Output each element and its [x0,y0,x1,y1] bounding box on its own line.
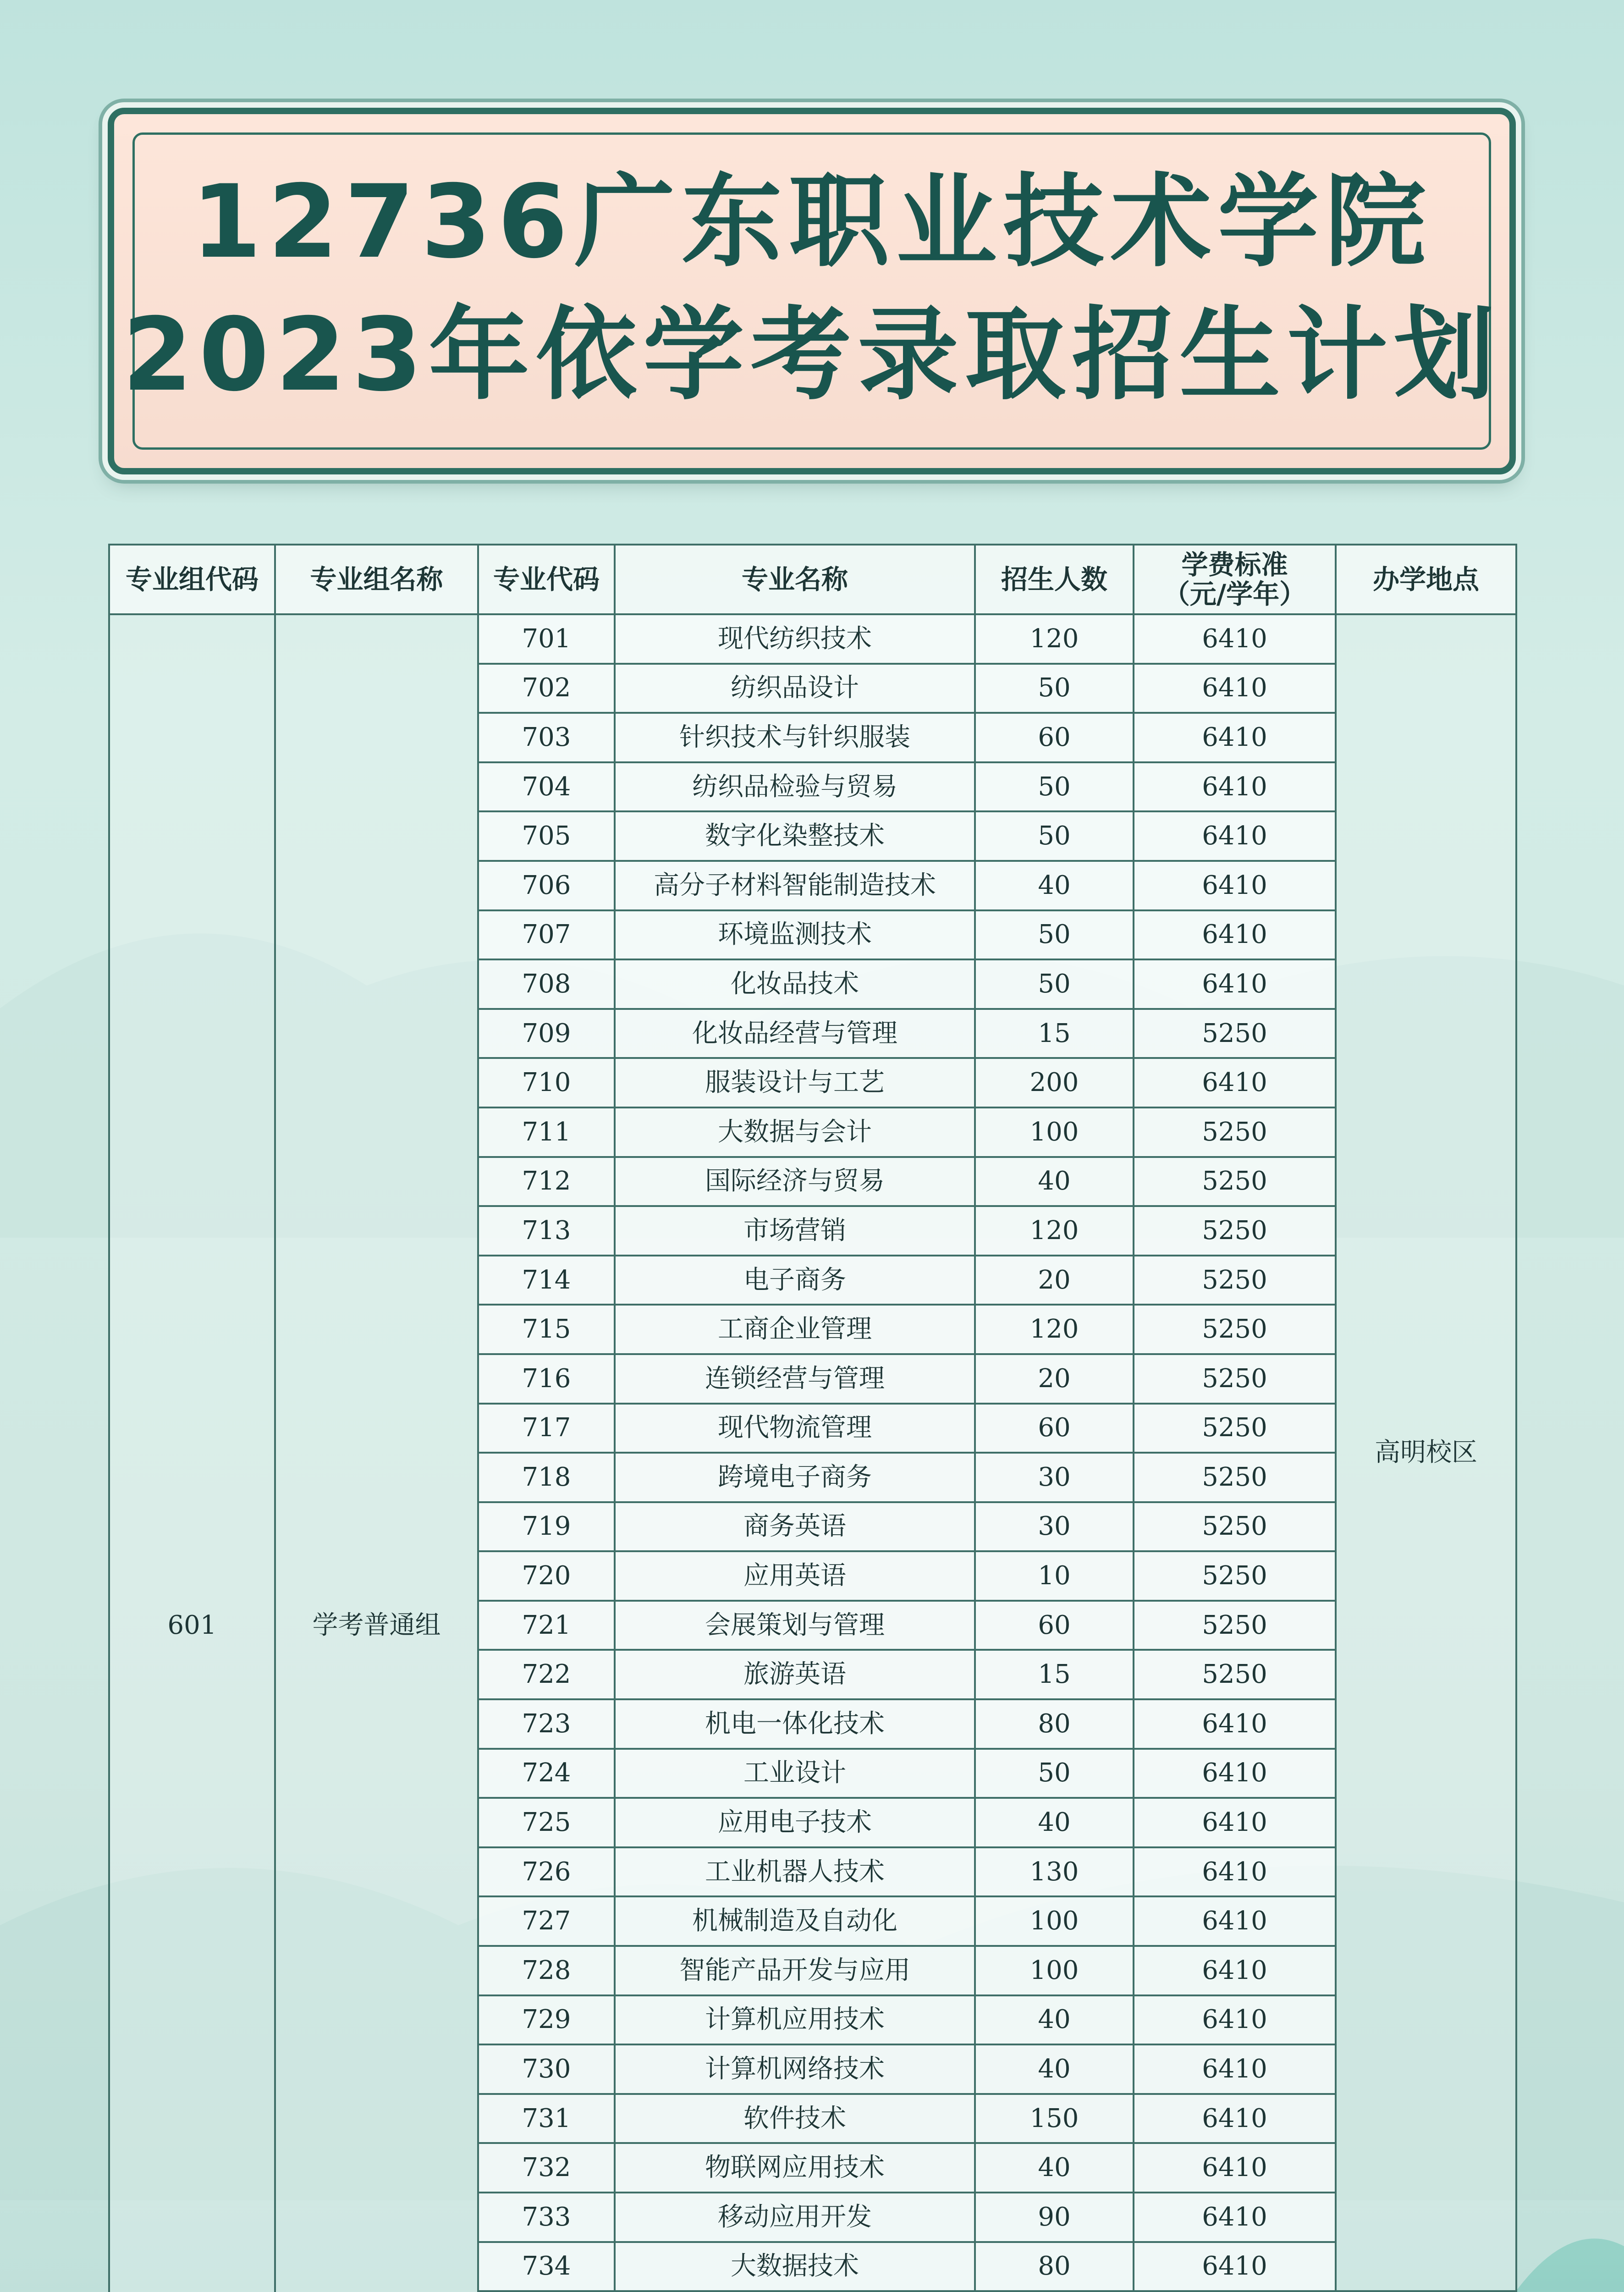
quota-cell: 120 [975,1206,1134,1256]
major-name-cell: 现代物流管理 [615,1404,975,1453]
quota-cell: 40 [975,2044,1134,2094]
tuition-cell: 5250 [1134,1256,1336,1305]
major-code-cell: 719 [478,1502,615,1552]
tuition-cell: 6410 [1134,2044,1336,2094]
major-code-cell: 732 [478,2143,615,2193]
tuition-cell: 5250 [1134,1551,1336,1601]
header-group-name: 专业组名称 [275,545,478,614]
major-name-cell: 商务英语 [615,1502,975,1552]
tuition-cell: 5250 [1134,1354,1336,1404]
major-name-cell: 会展策划与管理 [615,1601,975,1650]
quota-cell: 50 [975,762,1134,812]
quota-cell: 50 [975,1749,1134,1798]
major-name-cell: 物联网应用技术 [615,2143,975,2193]
header-campus: 办学地点 [1336,545,1516,614]
major-name-cell: 纺织品设计 [615,664,975,713]
tuition-cell: 6410 [1134,861,1336,910]
enrollment-plan-table [108,544,1515,2292]
major-name-cell: 机电一体化技术 [615,1699,975,1749]
major-code-cell: 709 [478,1009,615,1058]
major-code-cell: 729 [478,1995,615,2045]
tuition-cell: 6410 [1134,1847,1336,1897]
major-code-cell: 734 [478,2242,615,2292]
major-code-cell: 701 [478,614,615,664]
major-code-cell: 707 [478,910,615,960]
campus-cell: 高明校区 [1336,614,1516,2291]
major-name-cell: 应用英语 [615,1551,975,1601]
quota-cell: 200 [975,1058,1134,1107]
title-line-2: 2023年依学考录取招生计划 [122,296,1502,413]
major-name-cell: 数字化染整技术 [615,811,975,861]
major-code-cell: 718 [478,1453,615,1502]
quota-cell: 90 [975,2193,1134,2242]
tuition-cell: 6410 [1134,614,1336,664]
tuition-cell: 5250 [1134,1453,1336,1502]
quota-cell: 120 [975,1305,1134,1354]
major-code-cell: 733 [478,2193,615,2242]
major-name-cell: 大数据技术 [615,2242,975,2292]
major-name-cell: 旅游英语 [615,1650,975,1699]
major-code-cell: 714 [478,1256,615,1305]
tuition-cell: 6410 [1134,959,1336,1009]
major-code-cell: 730 [478,2044,615,2094]
quota-cell: 20 [975,1256,1134,1305]
tuition-cell: 6410 [1134,713,1336,762]
major-code-cell: 726 [478,1847,615,1897]
major-code-cell: 704 [478,762,615,812]
quota-cell: 100 [975,1107,1134,1157]
major-code-cell: 713 [478,1206,615,1256]
quota-cell: 40 [975,861,1134,910]
tuition-cell: 5250 [1134,1107,1336,1157]
major-code-cell: 715 [478,1305,615,1354]
title-card [108,108,1516,474]
table-row [109,614,1516,664]
major-code-cell: 724 [478,1749,615,1798]
major-code-cell: 716 [478,1354,615,1404]
header-major-name: 专业名称 [615,545,975,614]
major-code-cell: 728 [478,1946,615,1995]
major-name-cell: 高分子材料智能制造技术 [615,861,975,910]
tuition-cell: 5250 [1134,1650,1336,1699]
quota-cell: 60 [975,713,1134,762]
tuition-cell: 6410 [1134,2143,1336,2193]
major-name-cell: 化妆品技术 [615,959,975,1009]
major-code-cell: 731 [478,2094,615,2143]
quota-cell: 40 [975,1798,1134,1847]
major-name-cell: 移动应用开发 [615,2193,975,2242]
tuition-cell: 5250 [1134,1009,1336,1058]
major-name-cell: 连锁经营与管理 [615,1354,975,1404]
major-name-cell: 工业机器人技术 [615,1847,975,1897]
major-name-cell: 化妆品经营与管理 [615,1009,975,1058]
major-code-cell: 711 [478,1107,615,1157]
quota-cell: 15 [975,1009,1134,1058]
tuition-cell: 6410 [1134,2094,1336,2143]
header-major-code: 专业代码 [478,545,615,614]
group-code-cell: 601 [109,614,275,2292]
major-code-cell: 708 [478,959,615,1009]
major-code-cell: 706 [478,861,615,910]
tuition-cell: 6410 [1134,2242,1336,2292]
major-name-cell: 纺织品检验与贸易 [615,762,975,812]
major-name-cell: 软件技术 [615,2094,975,2143]
header-tuition: 学费标准 （元/学年） [1134,545,1336,614]
quota-cell: 15 [975,1650,1134,1699]
tuition-cell: 6410 [1134,1798,1336,1847]
tuition-cell: 6410 [1134,1896,1336,1946]
tuition-cell: 5250 [1134,1601,1336,1650]
major-name-cell: 针织技术与针织服装 [615,713,975,762]
major-code-cell: 712 [478,1157,615,1207]
major-name-cell: 工商企业管理 [615,1305,975,1354]
major-name-cell: 机械制造及自动化 [615,1896,975,1946]
major-code-cell: 725 [478,1798,615,1847]
major-name-cell: 跨境电子商务 [615,1453,975,1502]
quota-cell: 40 [975,2143,1134,2193]
header-quota: 招生人数 [975,545,1134,614]
quota-cell: 60 [975,1601,1134,1650]
major-code-cell: 705 [478,811,615,861]
tuition-cell: 6410 [1134,1058,1336,1107]
quota-cell: 40 [975,1157,1134,1207]
major-name-cell: 智能产品开发与应用 [615,1946,975,1995]
quota-cell: 60 [975,1404,1134,1453]
quota-cell: 50 [975,959,1134,1009]
tuition-cell: 6410 [1134,1995,1336,2045]
major-code-cell: 720 [478,1551,615,1601]
major-code-cell: 710 [478,1058,615,1107]
tuition-cell: 6410 [1134,762,1336,812]
tuition-cell: 5250 [1134,1404,1336,1453]
major-name-cell: 国际经济与贸易 [615,1157,975,1207]
major-name-cell: 市场营销 [615,1206,975,1256]
quota-cell: 120 [975,614,1134,664]
quota-cell: 130 [975,1847,1134,1897]
quota-cell: 50 [975,910,1134,960]
major-name-cell: 工业设计 [615,1749,975,1798]
tuition-cell: 6410 [1134,910,1336,960]
tuition-cell: 6410 [1134,2193,1336,2242]
quota-cell: 30 [975,1453,1134,1502]
major-name-cell: 应用电子技术 [615,1798,975,1847]
major-code-cell: 717 [478,1404,615,1453]
tuition-cell: 6410 [1134,1946,1336,1995]
major-code-cell: 703 [478,713,615,762]
quota-cell: 20 [975,1354,1134,1404]
major-name-cell: 现代纺织技术 [615,614,975,664]
tuition-cell: 6410 [1134,664,1336,713]
tuition-cell: 5250 [1134,1157,1336,1207]
tuition-cell: 6410 [1134,811,1336,861]
major-code-cell: 721 [478,1601,615,1650]
tuition-cell: 6410 [1134,1749,1336,1798]
quota-cell: 80 [975,2242,1134,2292]
quota-cell: 150 [975,2094,1134,2143]
quota-cell: 10 [975,1551,1134,1601]
major-name-cell: 大数据与会计 [615,1107,975,1157]
major-name-cell: 环境监测技术 [615,910,975,960]
major-code-cell: 702 [478,664,615,713]
major-code-cell: 723 [478,1699,615,1749]
major-code-cell: 727 [478,1896,615,1946]
quota-cell: 80 [975,1699,1134,1749]
tuition-cell: 5250 [1134,1206,1336,1256]
quota-cell: 100 [975,1946,1134,1995]
header-group-code: 专业组代码 [109,545,275,614]
tuition-cell: 6410 [1134,1699,1336,1749]
quota-cell: 40 [975,1995,1134,2045]
tuition-cell: 5250 [1134,1305,1336,1354]
quota-cell: 50 [975,811,1134,861]
group-name-cell: 学考普通组 [275,614,478,2292]
quota-cell: 30 [975,1502,1134,1552]
major-name-cell: 服装设计与工艺 [615,1058,975,1107]
major-name-cell: 计算机应用技术 [615,1995,975,2045]
major-name-cell: 电子商务 [615,1256,975,1305]
major-name-cell: 计算机网络技术 [615,2044,975,2094]
tuition-cell: 5250 [1134,1502,1336,1552]
major-code-cell: 722 [478,1650,615,1699]
quota-cell: 100 [975,1896,1134,1946]
title-line-1: 12736广东职业技术学院 [191,163,1432,281]
quota-cell: 50 [975,664,1134,713]
